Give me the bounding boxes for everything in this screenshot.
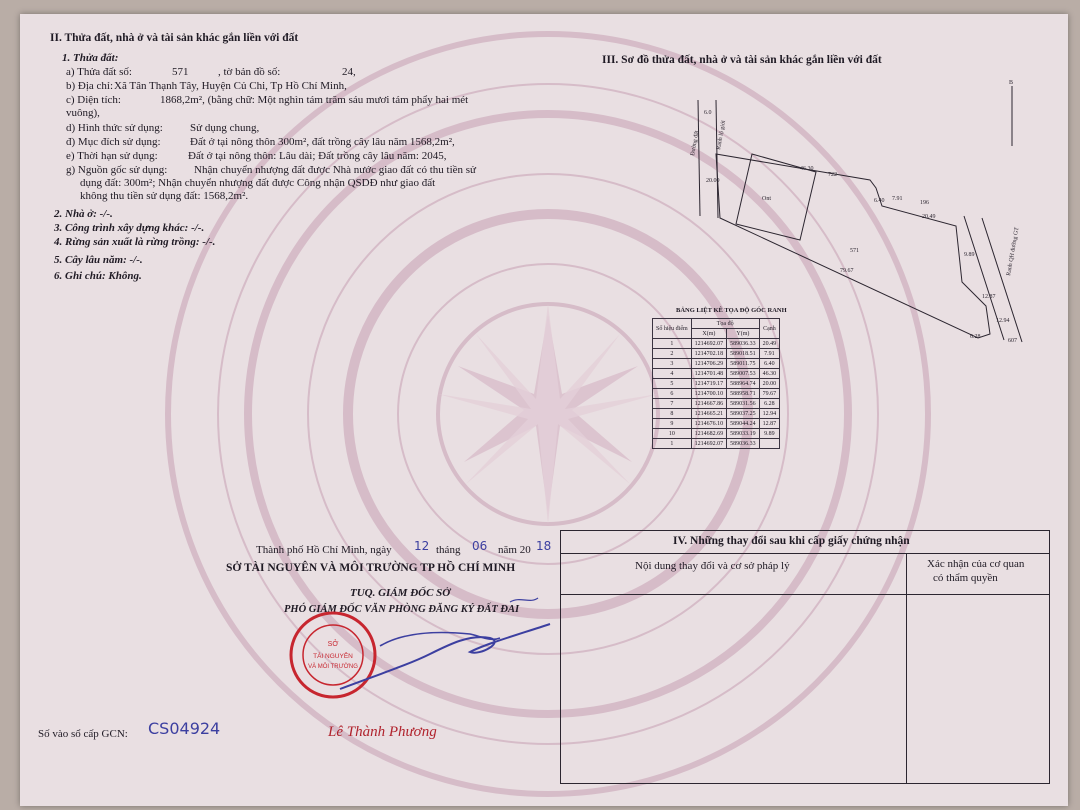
edge-20-00: 20.00 (706, 178, 720, 184)
coords-edge: 20.00 (759, 379, 780, 389)
edge-12-94: 12.94 (996, 318, 1010, 324)
coords-edge: 12.94 (759, 409, 780, 419)
coords-edge: 6.28 (759, 399, 780, 409)
coords-y: 589031.56 (727, 399, 760, 409)
coords-table (652, 318, 780, 449)
registry-label: Số vào sổ cấp GCN: (38, 728, 128, 740)
usage-origin-value: Nhận chuyển nhượng đất được Nhà nước giao đất có thu tiền sử (194, 164, 477, 176)
header-point: Số hiệu điểm (653, 319, 692, 339)
address-label: b) Địa chỉ: (66, 80, 114, 92)
map-sheet-value: 24, (342, 66, 356, 78)
section-4-title: IV. Những thay đổi sau khi cấp giấy chứng nhận (673, 535, 910, 547)
usage-origin-value-2: dụng đất: 300m²; Nhận chuyển nhượng đất được Công nhận QSDĐ như giao đất (80, 177, 436, 189)
section-2-title: II. Thửa đất, nhà ở và tài sản khác gắn liền với đất (50, 32, 299, 44)
coords-point: 10 (653, 429, 692, 439)
land-plot-heading: 1. Thửa đất: (62, 52, 119, 64)
construction-line: 3. Công trình xây dựng khác: -/-. (54, 222, 205, 234)
usage-term-label: e) Thời hạn sử dụng: (66, 150, 158, 162)
coords-y: 588958.71 (727, 389, 760, 399)
trees-line: 5. Cây lâu năm: -/-. (54, 254, 143, 266)
header-x: X(m) (691, 329, 727, 339)
coords-x: 1214701.48 (691, 369, 727, 379)
edge-20-49: 20.49 (922, 214, 936, 220)
house-line: 2. Nhà ở: -/-. (54, 208, 113, 220)
coords-x: 1214706.29 (691, 359, 727, 369)
seal-text-top: SỞ (327, 641, 339, 648)
boundary-label: Ranh lộ giới (716, 119, 728, 151)
changes-divider (561, 594, 1049, 595)
ont-label: Ont (762, 196, 771, 202)
coords-edge: 9.89 (759, 429, 780, 439)
coords-y: 589007.53 (727, 369, 760, 379)
edge-6-28: 6.28 (970, 334, 981, 340)
col-confirm-label-1: Xác nhận của cơ quan (927, 558, 1025, 570)
edge-46-30: 46.30 (800, 166, 814, 172)
coords-x: 1214665.21 (691, 409, 727, 419)
usage-origin-label: g) Nguồn gốc sử dụng: (66, 164, 168, 176)
coords-row (653, 379, 780, 389)
coords-edge: 7.91 (759, 349, 780, 359)
edge-6-40: 6.40 (874, 198, 885, 204)
coords-row (653, 369, 780, 379)
coords-x: 1214700.10 (691, 389, 727, 399)
address-value: Xã Tân Thạnh Tây, Huyện Củ Chi, Tp Hồ Chí Minh, (114, 80, 347, 92)
note-line: 6. Ghi chú: Không. (54, 270, 142, 282)
certificate-page (20, 14, 1068, 806)
coords-x: 1214702.18 (691, 349, 727, 359)
coords-point: 5 (653, 379, 692, 389)
coords-row (653, 419, 780, 429)
edge-79-67: 79.67 (840, 268, 854, 274)
plot-number-value: 571 (172, 66, 189, 78)
north-label: B (1009, 80, 1014, 86)
coords-point: 6 (653, 389, 692, 399)
coords-edge (759, 439, 780, 449)
office-name: SỞ TÀI NGUYÊN VÀ MÔI TRƯỜNG TP HỒ CHÍ MINH (226, 562, 516, 574)
area-value-cont: vuông), (66, 107, 100, 119)
changes-col-content (561, 554, 907, 783)
coords-row (653, 389, 780, 399)
usage-purpose-value: Đất ở tại nông thôn 300m², đất trồng cây lâu năm 1568,2m², (190, 136, 455, 148)
parcel-number-label: 571 (850, 248, 859, 254)
neighbor-722-label: 722 (828, 172, 837, 178)
edge-7-91: 7.91 (892, 196, 903, 202)
coords-table-title: BẢNG LIỆT KÊ TỌA ĐỘ GÓC RANH (676, 307, 787, 314)
plot-number-label: a) Thửa đất số: (66, 66, 132, 78)
coords-edge: 79.67 (759, 389, 780, 399)
sign-month: 06 (472, 539, 488, 553)
road-left-label: Đường đất (690, 130, 701, 157)
neighbor-607-label: 607 (1008, 338, 1017, 344)
coords-x: 1214692.07 (691, 339, 727, 349)
coords-row (653, 349, 780, 359)
header-edge: Cạnh (759, 319, 780, 339)
area-label: c) Diện tích: (66, 94, 121, 106)
coords-y: 589037.25 (727, 409, 760, 419)
coords-point: 1 (653, 439, 692, 449)
coords-x: 1214676.10 (691, 419, 727, 429)
coords-y: 589044.24 (727, 419, 760, 429)
coords-x: 1214682.69 (691, 429, 727, 439)
sign-year: 18 (536, 539, 552, 553)
usage-term-value: Đất ở tại nông thôn: Lâu dài; Đất trồng cây lâu năm: 2045, (188, 150, 447, 162)
edge-9-89: 9.89 (964, 252, 975, 258)
map-sheet-label: , tờ bản đồ số: (218, 66, 281, 78)
signature (320, 594, 560, 714)
registry-number: CS04924 (148, 719, 221, 738)
road-width-label: 6.0 (704, 110, 712, 116)
usage-origin-value-3: không thu tiền sử dụng đất: 1568,2m². (80, 190, 249, 202)
road-right-label: Ranh QH đường GT (1006, 226, 1021, 277)
seal-text-bot: VÀ MÔI TRƯỜNG (308, 664, 358, 670)
changes-col-confirm (907, 554, 1049, 783)
sign-day: 12 (414, 539, 430, 553)
coords-row (653, 359, 780, 369)
neighbor-196-label: 196 (920, 200, 929, 206)
coords-point: 8 (653, 409, 692, 419)
coords-edge: 12.87 (759, 419, 780, 429)
header-y: Y(m) (727, 329, 760, 339)
coords-y: 589036.33 (727, 339, 760, 349)
coords-point: 7 (653, 399, 692, 409)
coords-y: 589033.19 (727, 429, 760, 439)
coords-point: 3 (653, 359, 692, 369)
usage-form-label: d) Hình thức sử dụng: (66, 122, 163, 134)
coords-row (653, 339, 780, 349)
coords-point: 9 (653, 419, 692, 429)
coords-x: 1214667.86 (691, 399, 727, 409)
forest-line: 4. Rừng sản xuất là rừng trồng: -/-. (54, 236, 216, 248)
changes-header (561, 531, 1049, 554)
month-label: tháng (436, 544, 461, 556)
area-value: 1868,2m², (bằng chữ: Một nghìn tám trăm sáu mươi tám phẩy hai mét (160, 94, 469, 106)
coords-y: 589018.51 (727, 349, 760, 359)
col-content-label: Nội dung thay đổi và cơ sở pháp lý (635, 560, 790, 572)
coords-point: 1 (653, 339, 692, 349)
header-coords: Tọa độ (691, 319, 759, 329)
parcel-sketch (660, 76, 1060, 356)
col-confirm-label-2: có thẩm quyền (933, 572, 998, 584)
year-label: năm 20 (498, 544, 531, 556)
coords-y: 589036.33 (727, 439, 760, 449)
seal-text-mid: TÀI NGUYÊN (313, 653, 353, 660)
coords-row (653, 429, 780, 439)
coords-point: 4 (653, 369, 692, 379)
coords-row (653, 399, 780, 409)
coords-y: 588964.74 (727, 379, 760, 389)
coords-edge: 6.40 (759, 359, 780, 369)
coords-row (653, 409, 780, 419)
changes-table (560, 530, 1050, 784)
coords-edge: 20.49 (759, 339, 780, 349)
coords-point: 2 (653, 349, 692, 359)
coords-x: 1214719.17 (691, 379, 727, 389)
coords-x: 1214692.07 (691, 439, 727, 449)
vice-director-title: PHÓ GIÁM ĐỐC VĂN PHÒNG ĐĂNG KÝ ĐẤT ĐAI (284, 604, 520, 615)
signer-name: Lê Thành Phương (328, 724, 437, 740)
edge-12-87: 12.87 (982, 294, 996, 300)
coords-row (653, 439, 780, 449)
coords-edge: 46.30 (759, 369, 780, 379)
usage-form-value: Sử dụng chung, (190, 122, 260, 134)
place-date-prefix: Thành phố Hồ Chí Minh, ngày (256, 544, 392, 556)
tuq-title: TUQ. GIÁM ĐỐC SỞ (350, 587, 451, 599)
coords-y: 589011.75 (727, 359, 760, 369)
section-3-title: III. Sơ đồ thửa đất, nhà ở và tài sản khác gắn liền với đất (602, 54, 882, 66)
usage-purpose-label: đ) Mục đích sử dụng: (66, 136, 161, 148)
